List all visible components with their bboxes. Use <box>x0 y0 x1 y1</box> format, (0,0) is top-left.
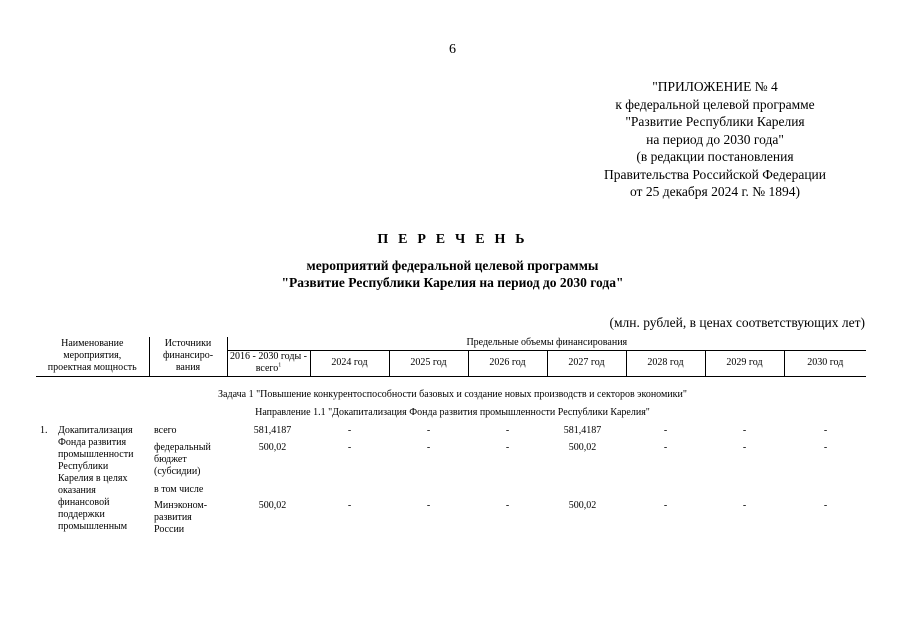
value-cell: - <box>426 442 431 453</box>
source-line: (субсидии) <box>154 466 201 477</box>
value-cell: - <box>823 442 828 453</box>
header-text: вания <box>175 362 201 374</box>
source-line: всего <box>154 425 177 436</box>
value-cell: - <box>663 442 668 453</box>
header-year: 2024 год <box>310 350 389 376</box>
value-cell: - <box>426 500 431 511</box>
item-name-line: оказания <box>58 485 96 496</box>
appendix-line: от 25 декабря 2024 г. № 1894) <box>629 184 801 199</box>
appendix-block <box>580 78 850 201</box>
item-name-line: Карелия в целях <box>58 473 128 484</box>
header-year: 2028 год <box>626 350 705 376</box>
source-line: Минэконом- <box>154 500 208 511</box>
value-cell: - <box>663 425 668 436</box>
item-name-line: Фонда развития <box>58 437 127 448</box>
header-text: 2016 - 2030 годы - <box>229 351 308 362</box>
item-name <box>58 425 158 533</box>
value-cell: - <box>663 500 668 511</box>
value-cell: 500,02 <box>258 500 287 511</box>
value-cell: - <box>823 425 828 436</box>
value-cell: - <box>347 425 352 436</box>
value-cell: - <box>823 500 828 511</box>
appendix-line: на период до 2030 года" <box>646 131 784 147</box>
document-title: П Е Р Е Ч Е Н Ь <box>377 232 528 247</box>
subtitle-line-1: мероприятий федеральной целевой программы <box>306 258 599 273</box>
header-name-column <box>36 337 149 376</box>
header-total-column <box>227 350 310 376</box>
value-cell: - <box>505 442 510 453</box>
item-name-line: Докапитализация <box>58 425 133 436</box>
subtitle-line-2: "Развитие Республики Карелия на период до 2030 года" <box>281 275 624 290</box>
header-funding-group: Предельные объемы финансирования <box>227 337 866 350</box>
item-number: 1. <box>40 425 48 436</box>
task-heading: Задача 1 "Повышение конкурентоспособности базовых и создание новых производств и секторов экономики" <box>218 389 687 400</box>
header-year: 2029 год <box>705 350 784 376</box>
source-line: федеральный <box>154 442 211 453</box>
source-line: бюджет <box>154 454 187 465</box>
header-text: финансиро- <box>162 350 214 362</box>
source-cell <box>154 500 207 536</box>
value-cell: - <box>742 425 747 436</box>
page-number: 6 <box>449 42 456 57</box>
appendix-line: "ПРИЛОЖЕНИЕ № 4 <box>652 79 778 94</box>
appendix-line: Правительства Российской Федерации <box>604 166 826 182</box>
value-cell: - <box>426 425 431 436</box>
value-cell: - <box>347 442 352 453</box>
header-text: Источники <box>164 338 212 350</box>
source-line: развития <box>154 512 192 523</box>
source-cell <box>154 442 211 478</box>
item-name-line: промышленности <box>58 449 134 460</box>
header-text: проектная мощность <box>47 362 137 374</box>
header-text <box>230 363 308 375</box>
header-year: 2030 год <box>784 350 866 376</box>
value-cell: 500,02 <box>568 442 597 453</box>
value-cell: 500,02 <box>568 500 597 511</box>
value-cell: 500,02 <box>258 442 287 453</box>
value-cell: 581,4187 <box>253 425 292 436</box>
header-year: 2026 год <box>468 350 547 376</box>
appendix-line: "Развитие Республики Карелия <box>625 114 805 129</box>
item-name-line: промышленным <box>58 521 128 532</box>
item-name-line: поддержки <box>58 509 105 520</box>
appendix-line: к федеральной целевой программе <box>615 96 815 112</box>
item-name-line: финансовой <box>58 497 110 508</box>
header-source-column <box>149 337 227 376</box>
value-cell: - <box>742 500 747 511</box>
value-cell: - <box>742 442 747 453</box>
table-header <box>36 337 866 377</box>
value-cell: - <box>505 500 510 511</box>
header-text: мероприятия, <box>63 350 122 362</box>
value-cell: 581,4187 <box>563 425 602 436</box>
appendix-line: (в редакции постановления <box>636 149 794 164</box>
header-year: 2025 год <box>389 350 468 376</box>
source-cell <box>154 425 177 437</box>
source-line: России <box>154 524 185 535</box>
header-text: всего <box>255 363 279 374</box>
header-text: Наименование <box>61 338 124 350</box>
value-cell: - <box>347 500 352 511</box>
source-cell <box>154 484 203 496</box>
value-cell: - <box>505 425 510 436</box>
units-note: (млн. рублей, в ценах соответствующих лет) <box>609 315 865 330</box>
direction-heading: Направление 1.1 "Докапитализация Фонда развития промышленности Республики Карелия" <box>255 407 650 418</box>
document-subtitle <box>0 257 905 291</box>
item-name-line: Республики <box>58 461 109 472</box>
header-year: 2027 год <box>547 350 626 376</box>
footnote-marker: 1 <box>278 362 282 369</box>
source-line: в том числе <box>154 484 204 495</box>
